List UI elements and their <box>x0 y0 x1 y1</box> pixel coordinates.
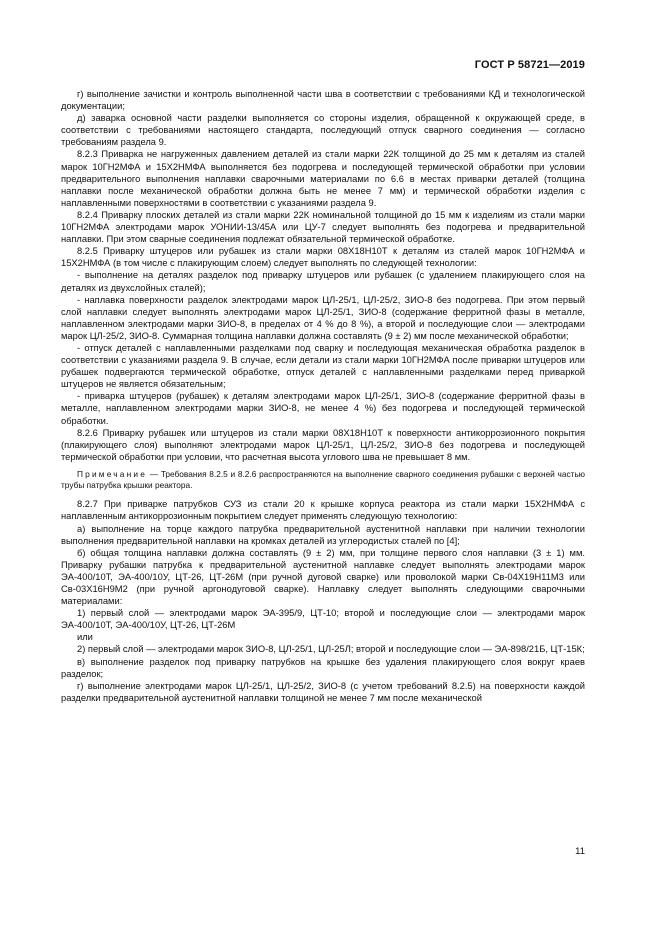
paragraph: или <box>77 632 93 643</box>
paragraph: б) общая толщина наплавки должна составлять (9 ± 2) мм, при толщине первого слоя наплавки (3 ± 1) мм. Приварку рубашки патрубка к предварительной аустенитной наплавке следует выполнять электродами марок ЭА-400/10Т, ЭА-400/10У, ЦТ-26, ЦТ-26М (при ручной дуговой сварке) или проволокой марки Св-04Х19Н11М3 или Св-03Х16Н9М2 (при ручной аргонодуговой сварке). Наплавку следует выполнять следующими сварочными материалами: <box>61 547 585 607</box>
paragraph: - отпуск деталей с наплавленными разделками под сварку и последующая механическая обработка разделок в соответствии с указаниями раздела 9. В случае, если детали из стали марки 10ГН2МФА после приварки штуцеров или рубашек подвергаются термической обработке, отпуск деталей с наплавленными разделками перед приваркой штуцеров не является обязательным; <box>61 342 585 390</box>
paragraph: - приварка штуцеров (рубашек) к деталям электродами марок ЦЛ-25/1, ЗИО-8 (содержание ферритной фазы в металле, наплавленном электродами марки ЗИО-8, не менее 4 %) без подогрева и последующей термической обработки. <box>61 391 585 426</box>
paragraph: в) выполнение разделок под приварку патрубков на крышке без удаления плакирующего слоя вокруг краев разделок; <box>61 656 585 679</box>
paragraph: 8.2.3 Приварка не нагруженных давлением деталей из стали марки 22К толщиной до 25 мм к деталям из сталей марок 10ГН2МФА и 15Х2НМФА выполняется без подогрева и последующей термической обработки при условии предварительного выполнения наплавки сварочными материалами по 6.6 в местах приварки деталей (толщина наплавки после механической обработки должна быть не менее 7 мм) и термической обработки изделия с наплавленными поверхностями в соответствии с указаниями раздела 9. <box>61 149 585 208</box>
paragraph: г) выполнение электродами марок ЦЛ-25/1, ЦЛ-25/2, ЗИО-8 (с учетом требований 8.2.5) на поверхности каждой разделки предварительной аустенитной наплавки толщиной не менее 7 мм после механической <box>61 680 585 703</box>
paragraph: г) выполнение зачистки и контроль выполненной части шва в соответствии с требованиями КД и технологической документации; <box>61 89 585 112</box>
paragraph: 1) первый слой — электродами марок ЭА-395/9, ЦТ-10; второй и последующие слои — электродами марок ЭА-400/10Т, ЭА-400/10У, ЦТ-26, ЦТ-26М <box>61 608 585 631</box>
note <box>61 469 585 491</box>
paragraph: д) заварка основной части разделки выполняется со стороны изделия, обращенной к окружающей среде, в соответствии с требованиями настоящего стандарта, последующий отпуск сварного соединения — согласно требованиям раздела 9. <box>61 113 585 148</box>
standard-designation: ГОСТ Р 58721—2019 <box>474 59 585 71</box>
paragraph: 2) первый слой — электродами марок ЗИО-8, ЦЛ-25/1, ЦЛ-25Л; второй и последующие слои — ЭА-898/21Б, ЦТ-15К; <box>77 644 585 655</box>
page-number: 11 <box>575 846 585 857</box>
note-text: — Требования 8.2.5 и 8.2.6 распространяются на выполнение сварного соединения рубашки с верхней частью трубы патрубка крышки реактора. <box>61 468 585 491</box>
paragraph: 8.2.4 Приварку плоских деталей из стали марки 22К номинальной толщиной до 15 мм к изделиям из стали марки 10ГН2МФА электродами марок УОНИИ-13/45А или ЦУ-7 следует выполнять без подогрева и предварительной наплавки. При этом сварные соединения подлежат обязательной термической обработке. <box>61 209 585 245</box>
paragraph: а) выполнение на торце каждого патрубка предварительной аустенитной наплавки при наличии технологии выполнения предварительной наплавки на кромках деталей из углеродистых сталей по [4]; <box>61 523 585 546</box>
document-body <box>61 88 585 704</box>
paragraph: 8.2.7 При приварке патрубков СУЗ из стали 20 к крышке корпуса реактора из стали марки 15Х2НМФА с наплавленным антикоррозионным покрытием следует применять следующую технологию: <box>61 499 585 522</box>
paragraph: 8.2.5 Приварку штуцеров или рубашек из стали марки 08Х18Н10Т к деталям из сталей марок 10ГН2МФА и 15Х2НМФА (в том числе с плакирующим слоем) следует выполнять по следующей технологии: <box>61 246 585 269</box>
note-label: Примечание <box>77 468 148 479</box>
paragraph: - выполнение на деталях разделок под приварку штуцеров или рубашек (с удалением плакирующего слоя на деталях из двухслойных сталей); <box>61 270 585 293</box>
paragraph: 8.2.6 Приварку рубашек или штуцеров из стали марки 08Х18Н10Т к поверхности антикоррозионного покрытия (плакирующего слоя) выполняют электродами марок ЦЛ-25/1, ЦЛ-25/2, ЗИО-8 без подогрева и последующей термической обработки при условии, что расчетная высота углового шва не превышает 8 мм. <box>61 427 585 462</box>
paragraph: - наплавка поверхности разделок электродами марок ЦЛ-25/1, ЦЛ-25/2, ЗИО-8 без подогрева. При этом первый слой наплавки следует выполнять электродами марок ЦЛ-25/1, ЗИО-8 (содержание ферритной фазы в металле, наплавленном электродами марки ЗИО-8, в пределах от 4 % до 8 %), а второй и последующие слои — электродами марок ЦЛ-25/2, ЗИО-8. Суммарная толщина наплавки должна составлять (9 ± 2) мм после механической обработки; <box>61 294 585 341</box>
